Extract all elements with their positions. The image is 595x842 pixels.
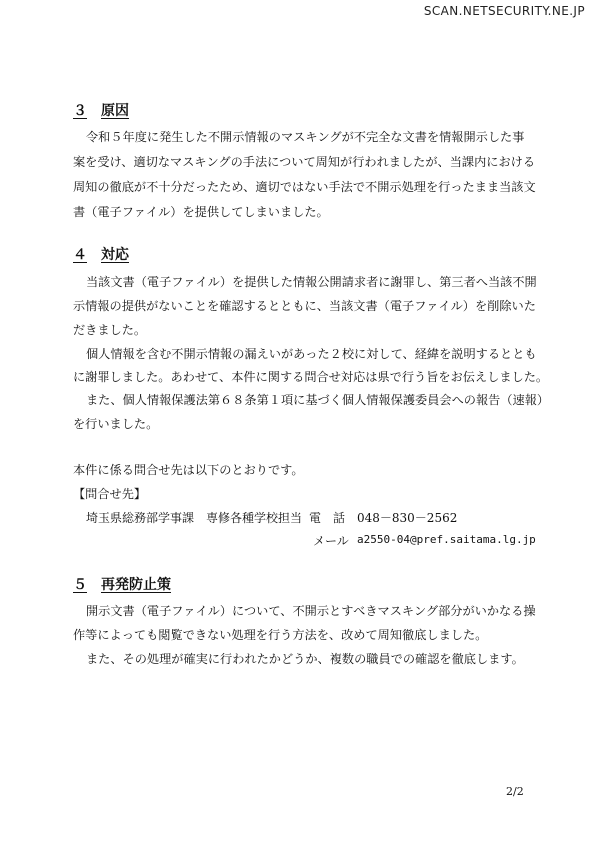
section-4-line: に謝罪しました。あわせて、本件に関する問合せ対応は県で行う旨をお伝えしました。: [73, 370, 549, 384]
section-5-title: 再発防止策: [101, 577, 171, 593]
page-number: 2/2: [506, 785, 524, 798]
section-4-title: 対応: [101, 247, 129, 263]
section-4-heading: [73, 244, 129, 264]
email-label: メール: [313, 534, 349, 548]
section-4-line: 示情報の提供がないことを確認するとともに、当該文書（電子ファイル）を削除いた: [73, 299, 536, 313]
section-5-number: ５: [73, 577, 87, 593]
contact-label: 【問合せ先】: [73, 487, 147, 501]
section-5-line: 作等によっても閲覧できない処理を行う方法を、改めて周知徹底しました。: [73, 628, 488, 642]
email-address: a2550-04@pref.saitama.lg.jp: [357, 533, 536, 546]
contact-intro: 本件に係る問合せ先は以下のとおりです。: [73, 463, 304, 477]
section-3-line: 令和５年度に発生した不開示情報のマスキングが不完全な文書を情報開示した事: [86, 130, 525, 144]
contact-department: 埼玉県総務部学事課 専修各種学校担当: [86, 511, 303, 525]
section-4-line: 当該文書（電子ファイル）を提供した情報公開請求者に謝罪し、第三者へ当該不開: [86, 275, 537, 289]
section-3-number: ３: [73, 103, 87, 119]
section-3-title: 原因: [101, 103, 129, 119]
section-3-heading: [73, 100, 129, 120]
section-4-line: だきました。: [73, 323, 147, 337]
section-5-heading: [73, 574, 171, 594]
section-4-line: また、個人情報保護法第６８条第１項に基づく個人情報保護委員会への報告（速報）: [86, 393, 550, 407]
watermark: SCAN.NETSECURITY.NE.JP: [423, 4, 585, 18]
phone-label: 電 話: [309, 511, 346, 525]
section-4-line: 個人情報を含む不開示情報の漏えいがあった２校に対して、経緯を説明するととも: [86, 347, 537, 361]
phone-number: 048－830－2562: [357, 511, 458, 525]
section-3-line: 周知の徹底が不十分だったため、適切ではない手法で不開示処理を行ったまま当該文: [73, 180, 536, 194]
section-4-line: を行いました。: [73, 417, 159, 431]
section-3-line: 案を受け、適切なマスキングの手法について周知が行われましたが、当課内における: [73, 155, 536, 169]
section-3-line: 書（電子ファイル）を提供してしまいました。: [73, 205, 329, 219]
section-4-number: ４: [73, 247, 87, 263]
section-5-line: また、その処理が確実に行われたかどうか、複数の職員での確認を徹底します。: [86, 652, 524, 666]
section-5-line: 開示文書（電子ファイル）について、不開示とすべきマスキング部分がいかなる操: [86, 604, 536, 618]
